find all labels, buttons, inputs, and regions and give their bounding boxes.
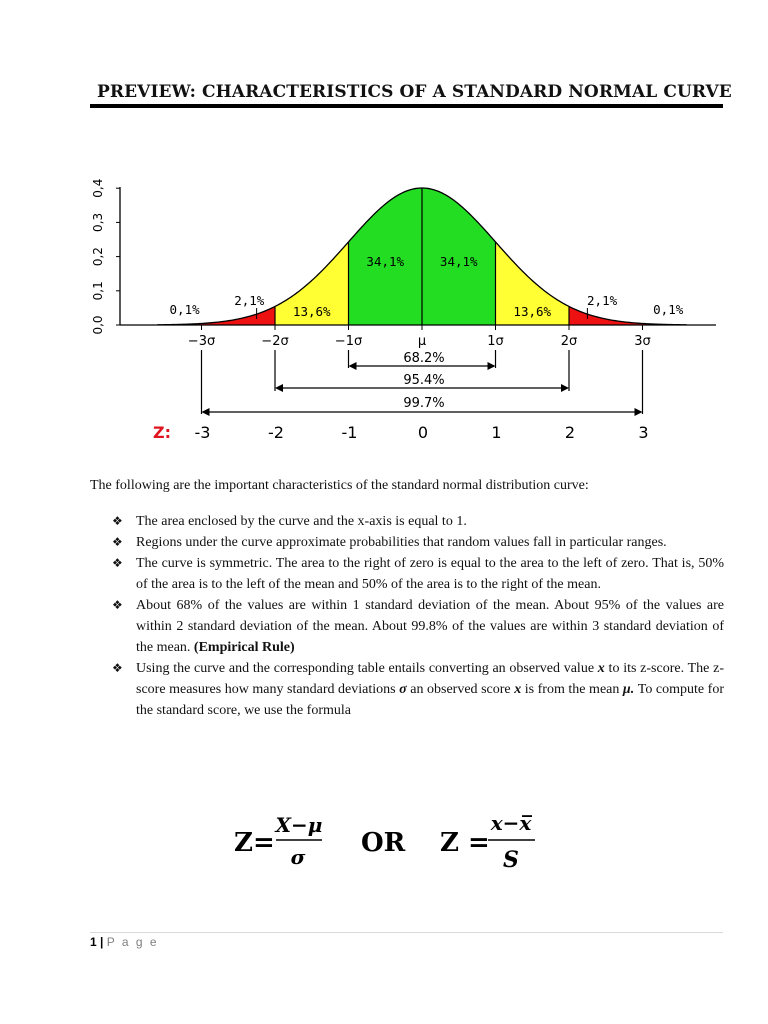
sigma-label: 2σ — [560, 334, 578, 349]
footer-separator: | — [100, 935, 104, 949]
z-value-label: -1 — [341, 423, 358, 442]
title-rule — [90, 104, 723, 108]
sigma-label: −2σ — [261, 334, 289, 349]
region-percent-label: 34,1% — [366, 254, 405, 269]
sigma-label: 3σ — [634, 334, 651, 349]
list-item: ❖ Regions under the curve approximate probabilities that random values fall in particular ranges. — [112, 532, 724, 553]
page-word: P a g e — [106, 935, 159, 949]
sigma-label: 1σ — [487, 334, 504, 349]
z-value-label: -2 — [268, 423, 284, 442]
region-percent-label: 0,1% — [653, 302, 684, 317]
range-percent-label: 99.7% — [403, 396, 445, 411]
region-percent-label: 2,1% — [234, 293, 265, 308]
formula-right-lhs: Z = — [440, 828, 490, 858]
list-item: ❖ The area enclosed by the curve and the x-axis is equal to 1. — [112, 511, 724, 532]
normal-curve-svg — [80, 172, 730, 452]
arrow-head-icon — [561, 384, 569, 392]
arrow-head-icon — [488, 362, 496, 370]
range-percent-label: 95.4% — [403, 373, 445, 388]
region-percent-label: 13,6% — [513, 304, 552, 319]
intro-text: The following are the important characteristics of the standard normal distribution curve: — [90, 478, 589, 493]
formula-or: OR — [361, 828, 406, 858]
y-tick-label: 0,1 — [91, 281, 105, 301]
formula-right-denominator: S — [503, 847, 519, 873]
range-percent-label: 68.2% — [403, 351, 445, 366]
list-item: ❖ Using the curve and the corresponding table entails converting an observed value x to its z-score. The z-score measures how many standard deviations σ an observed score x is from the mean μ. To compute for the standard score, we use the formula — [112, 658, 724, 721]
region-percent-label: 0,1% — [169, 302, 200, 317]
y-tick-label: 0,3 — [91, 212, 105, 232]
z-value-label: 3 — [638, 423, 649, 442]
page-number: 1 — [90, 935, 97, 949]
arrow-head-icon — [635, 408, 643, 416]
y-tick-label: 0,4 — [91, 178, 105, 198]
formula-left-lhs: Z= — [234, 828, 275, 858]
z-value-label: 2 — [564, 423, 576, 442]
sigma-label: −3σ — [187, 334, 216, 349]
arrow-head-icon — [202, 408, 210, 416]
formula-left-denominator: σ — [290, 845, 306, 869]
empirical-rule-label: (Empirical Rule) — [193, 640, 295, 655]
z-score-formula — [0, 800, 768, 880]
diamond-bullet-icon: ❖ — [112, 535, 123, 549]
normal-curve-figure — [80, 172, 730, 456]
region-percent-label: 13,6% — [292, 304, 331, 319]
diamond-bullet-icon: ❖ — [112, 514, 123, 528]
diamond-bullet-icon: ❖ — [112, 556, 123, 570]
y-tick-label: 0,0 — [91, 315, 105, 335]
diamond-bullet-icon: ❖ — [112, 661, 123, 675]
z-value-label: -3 — [194, 423, 211, 442]
region-percent-label: 34,1% — [439, 254, 478, 269]
diamond-bullet-icon: ❖ — [112, 598, 123, 612]
z-value-label: 1 — [491, 423, 502, 442]
list-item: ❖ About 68% of the values are within 1 standard deviation of the mean. About 95% of the values are within 2 standard deviation of the mean. About 99.8% of the values are within 3 standard deviation of the mean. (Empirical Rule) — [112, 595, 724, 658]
z-row-label: Z: — [153, 423, 171, 442]
page-footer — [90, 935, 159, 949]
list-item: ❖ The curve is symmetric. The area to the right of zero is equal to the area to the left of zero. That is, 50% of the area is to the left of the mean and 50% of the area is to the right of the mean. — [112, 553, 724, 595]
sigma-label: −1σ — [334, 334, 363, 349]
footer-rule — [90, 932, 723, 933]
characteristics-list — [112, 511, 724, 721]
sigma-label: μ — [417, 334, 427, 349]
arrow-head-icon — [275, 384, 283, 392]
formula-left-numerator: X−μ — [275, 813, 323, 837]
arrow-head-icon — [349, 362, 357, 370]
formula-right-numerator: x−x̅ — [490, 811, 532, 835]
page-title: PREVIEW: CHARACTERISTICS OF A STANDARD NORMAL CURVE — [97, 82, 732, 102]
region-percent-label: 2,1% — [587, 293, 618, 308]
z-value-label: 0 — [417, 423, 429, 442]
y-tick-label: 0,2 — [91, 247, 105, 267]
